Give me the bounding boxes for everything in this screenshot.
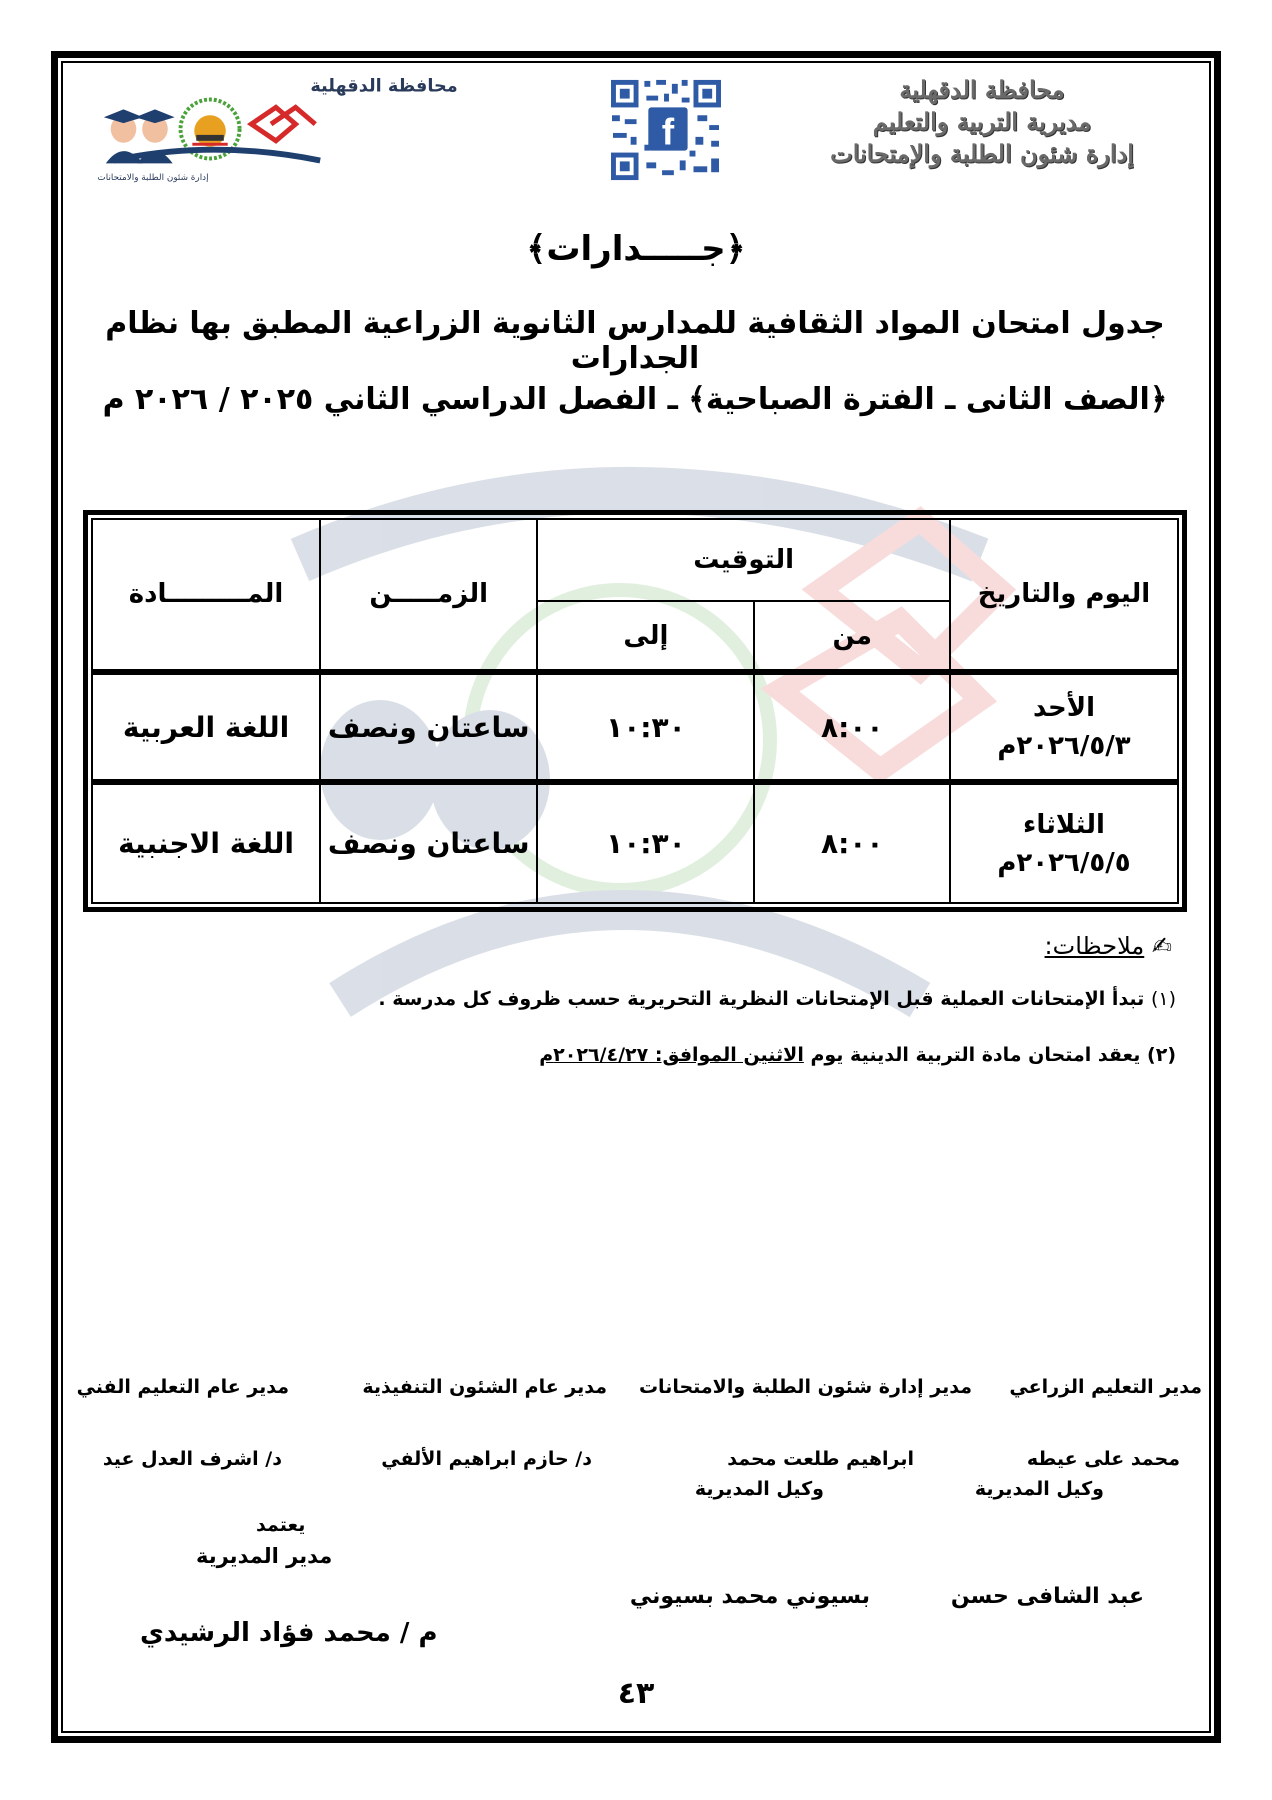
signature-title-agri: مدير التعليم الزراعي bbox=[1009, 1376, 1202, 1398]
note-number: (٢) bbox=[1147, 1044, 1176, 1066]
logo-bottom-text: إدارة شئون الطلبة والامتحانات bbox=[97, 173, 209, 184]
exam-date: ٢٠٢٦/٥/٣م bbox=[997, 731, 1131, 762]
page-number: ٤٣ bbox=[617, 1676, 655, 1711]
time-to: ١٠:٣٠ bbox=[537, 782, 754, 903]
extra-name-2: بسيوني محمد بسيوني bbox=[629, 1584, 870, 1609]
notes-heading-text: ملاحظات: bbox=[1044, 932, 1145, 960]
organization-header bbox=[782, 74, 1182, 170]
director-title: مدير المديرية bbox=[196, 1544, 333, 1568]
day-name: الأحد bbox=[1032, 693, 1095, 724]
graduates-book-logo-icon bbox=[92, 70, 458, 188]
signature-name-agri: محمد على عيطه bbox=[1026, 1448, 1180, 1470]
duration: ساعتان ونصف bbox=[320, 782, 537, 903]
directorate-name: مديرية التربية والتعليم bbox=[872, 107, 1092, 136]
department-name: إدارة شئون الطلبة والإمتحانات bbox=[830, 139, 1134, 168]
header-day-date: اليوم والتاريخ bbox=[950, 519, 1178, 672]
header-duration: الزمـــــن bbox=[320, 519, 537, 672]
exam-schedule-table bbox=[83, 510, 1187, 912]
main-title: جدول امتحان المواد الثقافية للمدارس الثانوية الزراعية المطبق بها نظام الجدارات bbox=[105, 306, 1165, 376]
subject: اللغة العربية bbox=[92, 672, 320, 783]
signature-name-students-affairs: ابراهيم طلعت محمد bbox=[727, 1448, 914, 1470]
header-timing: التوقيت bbox=[537, 519, 950, 601]
signature-title-students-affairs: مدير إدارة شئون الطلبة والامتحانات bbox=[638, 1376, 972, 1398]
time-from: ٨:٠٠ bbox=[754, 672, 949, 783]
notes-heading bbox=[1045, 932, 1172, 960]
time-from: ٨:٠٠ bbox=[754, 782, 949, 903]
note-text: تبدأ الإمتحانات العملية قبل الإمتحانات النظرية التحريرية حسب ظروف كل مدرسة . bbox=[378, 988, 1145, 1010]
system-title: ﴿جـــــدارات﴾ bbox=[526, 229, 746, 269]
day-date-cell bbox=[950, 782, 1178, 903]
subject: اللغة الاجنبية bbox=[92, 782, 320, 903]
note-text: يعقد امتحان مادة التربية الدينية يوم bbox=[803, 1044, 1141, 1066]
note-item-1 bbox=[378, 988, 1176, 1010]
signature-name-tech-edu: د/ اشرف العدل عيد bbox=[102, 1448, 282, 1470]
extra-name-1: عبد الشافى حسن bbox=[950, 1584, 1144, 1609]
table-row bbox=[92, 672, 1178, 783]
note-number: (١) bbox=[1150, 988, 1176, 1010]
day-date-cell bbox=[950, 672, 1178, 783]
note-date-underlined: الاثنين الموافق: ٢٠٢٦/٤/٢٧م bbox=[539, 1044, 804, 1066]
signature-name-exec-affairs: د/ حازم ابراهيم الألفي bbox=[381, 1448, 592, 1470]
table-row bbox=[92, 782, 1178, 903]
duration: ساعتان ونصف bbox=[320, 672, 537, 783]
exam-date: ٢٠٢٦/٥/٥م bbox=[997, 847, 1131, 878]
svg-text:f: f bbox=[661, 110, 675, 153]
time-to: ١٠:٣٠ bbox=[537, 672, 754, 783]
sub-title: ﴿الصف الثانى ـ الفترة الصباحية﴾ ـ الفصل الدراسي الثاني ٢٠٢٥ / ٢٠٢٦ م bbox=[102, 382, 1168, 417]
facebook-qr-code-icon[interactable] bbox=[606, 76, 726, 184]
deputy-label-2: وكيل المديرية bbox=[694, 1478, 824, 1500]
logo-top-text: محافظة الدقهلية bbox=[310, 76, 458, 97]
header-to: إلى bbox=[537, 601, 754, 671]
signature-title-exec-affairs: مدير عام الشئون التنفيذية bbox=[362, 1376, 607, 1398]
approve-label: يعتمد bbox=[256, 1514, 306, 1536]
governorate-name: محافظة الدقهلية bbox=[899, 75, 1065, 104]
writing-hand-icon: ✍ bbox=[1151, 932, 1172, 960]
director-name: م / محمد فؤاد الرشيدي bbox=[140, 1618, 438, 1648]
header-from: من bbox=[754, 601, 949, 671]
note-item-2 bbox=[539, 1044, 1176, 1066]
signature-title-tech-edu: مدير عام التعليم الفني bbox=[76, 1376, 289, 1398]
day-name: الثلاثاء bbox=[1023, 809, 1105, 840]
header-subject: المـــــــــادة bbox=[92, 519, 320, 672]
deputy-label-1: وكيل المديرية bbox=[974, 1478, 1104, 1500]
